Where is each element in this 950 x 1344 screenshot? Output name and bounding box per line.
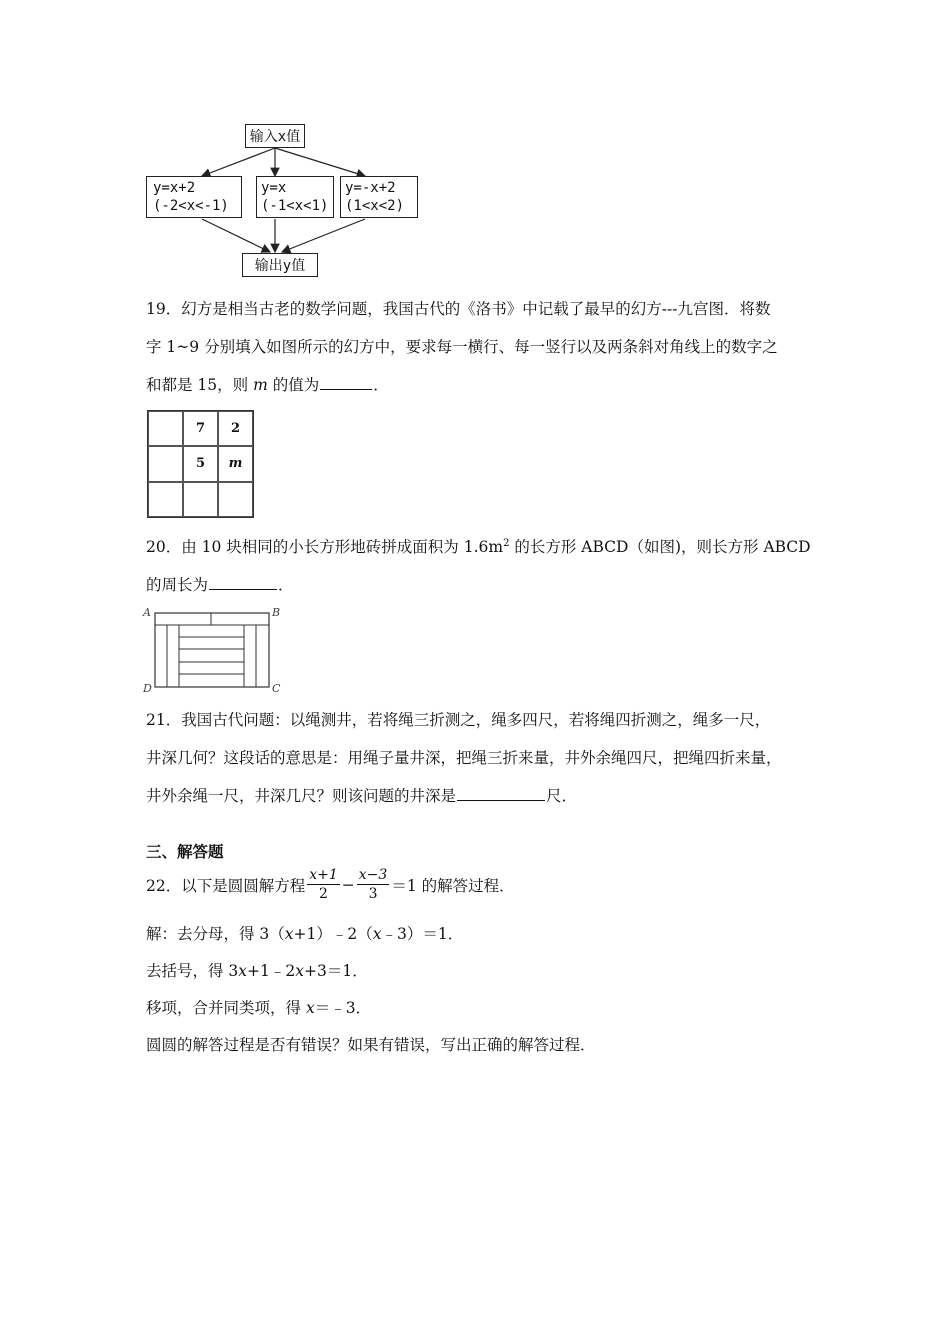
q21-text-b: 尺． [546,787,578,805]
q21-text-a: 井外余绳一尺，井深几尺？则该问题的井深是 [146,787,457,805]
q21-answer-blank [457,785,545,801]
fraction-1-numerator: x+1 [309,867,338,883]
magic-square [147,410,254,518]
fraction-2-denominator: 3 [368,886,378,902]
q22-step-1-x1: x [284,925,294,943]
magic-square-cell [148,411,183,446]
q22-step-3-b: ＝﹣3． [314,999,372,1017]
section-heading: 三、解答题 [146,842,224,861]
q20-line-2 [146,573,294,595]
vertex-label-c: C [272,682,281,695]
q22-step-1-a: 解：去分母，得 3（ [146,925,285,943]
flowchart-output-label: 输出y值 [254,258,306,274]
q22-step-2 [146,959,368,981]
q19-text-a: 和都是 15，则 [146,376,254,394]
q22-intro-b: ＝1 的解答过程． [391,876,515,895]
q19-answer-blank [320,374,372,390]
q20-answer-blank [209,574,277,590]
q22-step-1-b: +1）﹣2（ [293,925,373,943]
vertex-label-b: B [272,606,281,619]
flowchart-output-box [242,253,318,277]
magic-square-cell: m [218,446,253,481]
flowchart-branch-2 [256,176,334,218]
q22-step-3-a: 移项，合并同类项，得 [146,999,306,1017]
q22-question: 圆圆的解答过程是否有错误？如果有错误，写出正确的解答过程． [146,1036,596,1054]
branch-2-formula: y=x [261,180,287,196]
q22-intro [146,866,515,903]
q22-step-2-x1: x [238,962,248,980]
branch-2-condition: (-1<x<1) [261,198,329,214]
q22-minus: − [341,875,355,894]
q22-step-2-b: +1﹣2 [247,962,296,980]
q19-line-2: 字 1~9 分别填入如图所示的幻方中，要求每一横行、每一竖行以及两条斜对角线上的数字之 [146,338,778,356]
fraction-2 [357,866,390,903]
magic-square-cell: 5 [183,446,218,481]
q20-text-b: 的长方形 ABCD（如图)，则长方形 ABCD [509,538,811,556]
flowchart-input-label: 输入x值 [249,129,301,145]
vertex-label-d: D [143,682,152,695]
q22-step-2-c: +3＝1． [304,962,368,980]
q22-step-1-c: ﹣3）＝1． [381,925,464,943]
q19-var-m: m [253,376,268,394]
q20-text-d: ． [278,576,294,594]
q22-step-2-a: 去括号，得 3 [146,962,239,980]
magic-square-cell [183,482,218,517]
fraction-1 [307,866,340,903]
tile-rectangle-abcd [154,612,270,688]
magic-square-cell: 7 [183,411,218,446]
q22-step-3-x: x [305,999,315,1017]
magic-square-cell [218,482,253,517]
flowchart-input-box [245,124,305,148]
q19-line-3 [146,373,389,395]
q21-line-2: 井深几何？这段话的意思是：用绳子量井深，把绳三折来量，井外余绳四尺，把绳四折来量， [146,749,782,767]
magic-square-cell [148,482,183,517]
q19-text-b: 的值为 [267,376,320,394]
q22-step-1-x2: x [372,925,382,943]
vertex-label-a: A [143,606,151,619]
q19-text-c: ． [373,376,389,394]
flowchart-branch-3 [340,176,418,218]
q19-line-1: 19．幻方是相当古老的数学问题，我国古代的《洛书》中记载了最早的幻方---九宫图．将数 [146,300,771,318]
branch-1-condition: (-2<x<-1) [153,198,229,214]
q20-text-a: 20．由 10 块相同的小长方形地砖拼成面积为 1.6m [146,538,504,556]
magic-square-cell: 2 [218,411,253,446]
magic-square-cell [148,446,183,481]
fraction-2-numerator: x−3 [358,867,388,883]
q21-line-1: 21．我国古代问题：以绳测井，若将绳三折测之，绳多四尺，若将绳四折测之，绳多一尺， [146,711,771,729]
q20-superscript: 2 [503,537,510,549]
q22-step-2-x2: x [295,962,305,980]
q22-step-3 [146,996,371,1018]
q20-line-1 [146,535,811,557]
branch-3-condition: (1<x<2) [345,198,405,214]
fraction-1-denominator: 2 [319,886,328,902]
q20-text-c: 的周长为 [146,576,209,594]
flowchart-branch-1 [146,176,242,218]
q21-line-3 [146,784,577,806]
q22-step-1 [146,922,463,944]
q22-intro-a: 22．以下是圆圆解方程 [146,876,306,895]
branch-3-formula: y=-x+2 [345,180,396,196]
branch-1-formula: y=x+2 [153,180,196,196]
